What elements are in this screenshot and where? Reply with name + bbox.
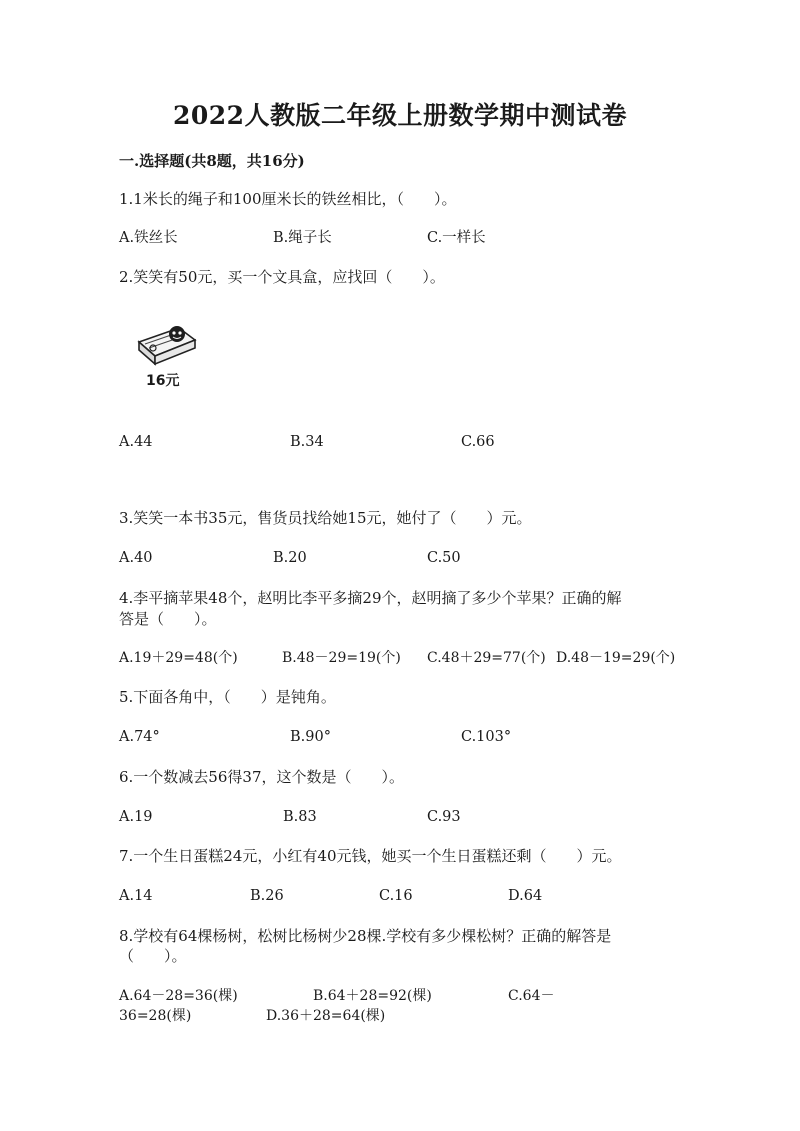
question-4-stem-line-1: 4.李平摘苹果48个，赵明比李平多摘29个，赵明摘了多少个苹果？正确的解 bbox=[119, 589, 622, 607]
question-5-option-a: A.74° bbox=[119, 729, 160, 745]
question-5-stem: 5.下面各角中，（ ）是钝角。 bbox=[119, 688, 336, 706]
question-7-option-b: B.26 bbox=[250, 888, 284, 904]
figure-price-label: 16元 bbox=[146, 373, 180, 389]
question-3-option-b: B.20 bbox=[273, 550, 307, 566]
section-heading: 一.选择题(共8题，共16分) bbox=[119, 152, 305, 170]
question-6-option-b: B.83 bbox=[283, 809, 317, 825]
question-8-stem-line-2: （ ）。 bbox=[119, 947, 187, 965]
question-5-option-c: C.103° bbox=[461, 729, 512, 745]
question-3-option-a: A.40 bbox=[119, 550, 153, 566]
page-title: 2022人教版二年级上册数学期中测试卷 bbox=[172, 101, 628, 130]
question-7-option-d: D.64 bbox=[508, 888, 543, 904]
question-8-stem-line-1: 8.学校有64棵杨树，松树比杨树少28棵.学校有多少棵松树？正确的解答是 bbox=[119, 927, 612, 945]
question-8-option-a: A.64－28=36(棵) bbox=[119, 988, 238, 1004]
question-7-option-c: C.16 bbox=[379, 888, 413, 904]
question-8-option-c-end: 36=28(棵) bbox=[119, 1008, 192, 1024]
question-2-option-c: C.66 bbox=[461, 434, 495, 450]
question-2-option-b: B.34 bbox=[290, 434, 324, 450]
question-4-option-a: A.19＋29=48(个) bbox=[119, 650, 238, 666]
question-3-option-c: C.50 bbox=[427, 550, 461, 566]
question-1-option-b: B.绳子长 bbox=[273, 230, 332, 246]
question-6-option-c: C.93 bbox=[427, 809, 461, 825]
question-4-stem-line-2: 答是（ ）。 bbox=[119, 610, 217, 628]
question-8-option-d: D.36＋28=64(棵) bbox=[266, 1008, 386, 1024]
question-5-option-b: B.90° bbox=[290, 729, 331, 745]
question-7-option-a: A.14 bbox=[119, 888, 153, 904]
question-1-option-c: C.一样长 bbox=[427, 230, 486, 246]
question-8-option-c-start: C.64－ bbox=[508, 988, 555, 1004]
question-1-stem: 1.1米长的绳子和100厘米长的铁丝相比，（ ）。 bbox=[119, 190, 457, 208]
question-7-stem: 7.一个生日蛋糕24元，小红有40元钱，她买一个生日蛋糕还剩（ ）元。 bbox=[119, 847, 622, 865]
question-6-stem: 6.一个数减去56得37，这个数是（ ）。 bbox=[119, 768, 404, 786]
question-2-stem: 2.笑笑有50元，买一个文具盒，应找回（ ）。 bbox=[119, 268, 445, 286]
question-6-option-a: A.19 bbox=[119, 809, 153, 825]
question-4-option-b: B.48－29=19(个) bbox=[282, 650, 401, 666]
question-2-option-a: A.44 bbox=[119, 434, 153, 450]
question-4-option-c: C.48＋29=77(个) bbox=[427, 650, 546, 666]
question-8-option-b: B.64＋28=92(棵) bbox=[313, 988, 432, 1004]
question-3-stem: 3.笑笑一本书35元，售货员找给她15元，她付了（ ）元。 bbox=[119, 509, 532, 527]
question-4-option-d: D.48－19=29(个) bbox=[556, 650, 676, 666]
question-1-option-a: A.铁丝长 bbox=[119, 230, 178, 246]
